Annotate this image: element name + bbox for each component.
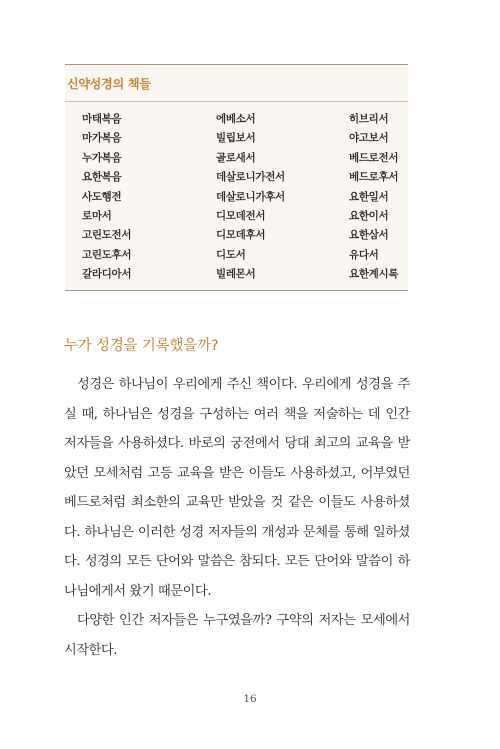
book-column-3 (349, 110, 398, 285)
book-item: 야고보서 (349, 132, 389, 145)
book-item: 요한계시록 (349, 268, 399, 281)
book-item: 디모데후서 (216, 229, 266, 242)
book-item: 디도서 (216, 248, 246, 261)
paragraph: 다양한 인간 저자들은 누구였을까? 구약의 저자는 모세에서 시작한다. (64, 613, 410, 658)
book-item: 히브리서 (349, 113, 389, 125)
book-item: 고린도전서 (82, 229, 132, 242)
book-item: 골로새서 (216, 151, 256, 164)
book-item: 요한복음 (82, 171, 122, 184)
book-item: 유다서 (349, 248, 379, 261)
section-heading: 누가 성경을 기록했을까? (64, 338, 219, 354)
book-item: 갈라디아서 (82, 268, 132, 281)
book-item: 로마서 (82, 209, 112, 222)
book-item: 베드로후서 (349, 171, 399, 184)
book-column-2 (216, 110, 285, 285)
book-item: 빌립보서 (216, 132, 256, 145)
book-item: 데살로니가전서 (216, 171, 285, 184)
book-item: 데살로니가후서 (216, 190, 285, 203)
box-title: 신약성경의 책들 (67, 77, 151, 91)
book-item: 누가복음 (82, 151, 122, 164)
page-number: 16 (243, 693, 257, 705)
book-item: 빌레몬서 (216, 268, 256, 281)
book-item: 마태복음 (82, 113, 122, 125)
book-item: 디모데전서 (216, 209, 266, 222)
book-column-1 (82, 110, 131, 285)
paragraph: 성경은 하나님이 우리에게 주신 책이다. 우리에게 성경을 주실 때, 하나님은 성경을 구성하는 여러 책을 저술하는 데 인간 저자들을 사용하셨다. 바로의 궁전에서 당대 최고의 교육을 받았던 모세처럼 고등 교육을 받은 이들도 사용하셨고, 어부였던 베드로처럼 최소한의 교육만 받았을 것 같은 이들도 사용하셨다. 하나님은 이러한 성경 저자들의 개성과 문체를 통해 일하셨다. 성경의 모든 단어와 말씀은 참되다. 모든 단어와 말씀이 하나님에게서 왔기 때문이다. (64, 377, 410, 599)
book-item: 에베소서 (216, 113, 256, 125)
body-text (64, 370, 410, 665)
book-item: 요한삼서 (349, 229, 389, 242)
book-item: 요한일서 (349, 190, 389, 203)
book-item: 요한이서 (349, 209, 389, 222)
book-item: 베드로전서 (349, 151, 399, 164)
book-item: 사도행전 (82, 190, 122, 203)
book-item: 고린도후서 (82, 248, 132, 261)
book-item: 마가복음 (82, 132, 122, 145)
books-of-new-testament-box (65, 64, 408, 291)
box-divider (65, 101, 408, 102)
